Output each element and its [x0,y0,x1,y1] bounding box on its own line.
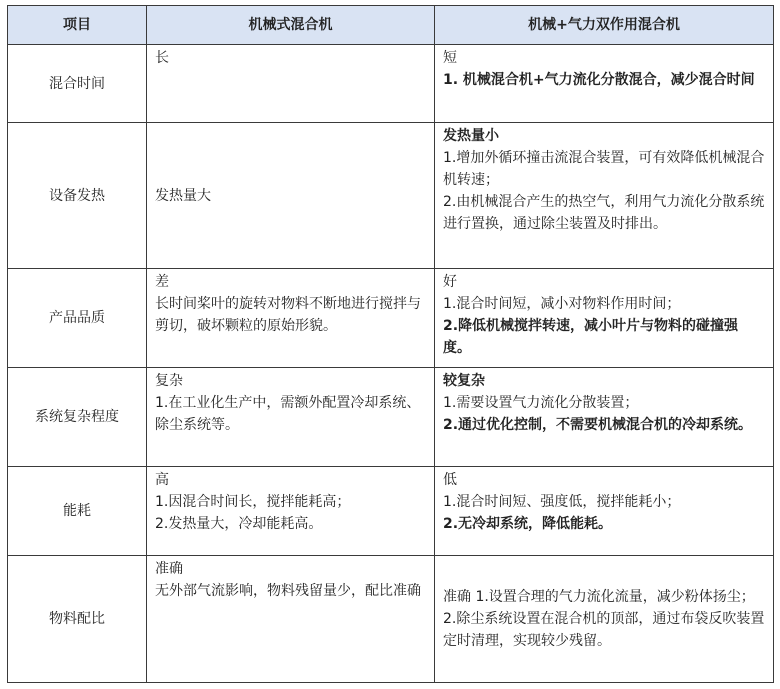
mechanical-cell [147,555,435,682]
mechanical-cell [147,269,435,368]
table-row [8,45,774,123]
dual-cell [435,123,774,269]
cell-line: 1.设置合理的气力流化流量，减少粉体扬尘； [475,588,755,605]
dual-cell [435,368,774,467]
cell-line: 2.除尘系统设置在混合机的顶部，通过布袋反吹装置定时清理，实现较少残留。 [443,610,765,649]
row-label: 设备发热 [8,123,147,269]
header-item: 项目 [8,6,147,45]
comparison-table [7,5,774,683]
mechanical-cell [147,368,435,467]
dual-cell [435,45,774,123]
cell-line: 1.增加外循环撞击流混合装置，可有效降低机械混合机转速； [443,150,765,189]
row-label: 混合时间 [8,45,147,123]
cell-line: 好 [443,274,457,291]
cell-line: 差 [155,274,169,291]
cell-line: 发热量大 [155,187,211,204]
row-label: 系统复杂程度 [8,368,147,467]
cell-line: 1.混合时间短，减小对物料作用时间； [443,296,681,313]
mechanical-cell [147,466,435,555]
cell-line: 2.发热量大，冷却能耗高。 [155,515,323,532]
row-label: 能耗 [8,466,147,555]
row-label: 物料配比 [8,555,147,682]
cell-line: 复杂 [155,373,183,390]
cell-line: 发热量小 [443,128,499,145]
mechanical-cell [147,123,435,269]
table-row [8,123,774,269]
header-mechanical-mixer: 机械式混合机 [147,6,435,45]
row-label: 产品品质 [8,269,147,368]
cell-line: 2.无冷却系统，降低能耗。 [443,515,613,532]
cell-line: 长时间桨叶的旋转对物料不断地进行搅拌与剪切，破坏颗粒的原始形貌。 [155,296,421,335]
cell-line: 1. 机械混合机+气力流化分散混合，减少混合时间 [443,72,755,88]
cell-line: 1.在工业化生产中，需额外配置冷却系统、除尘系统等。 [155,395,421,434]
dual-cell [435,269,774,368]
header-row [8,6,774,45]
cell-line: 1.混合时间短、强度低，搅拌能耗小； [443,493,681,510]
cell-line: 2.通过优化控制，不需要机械混合机的冷却系统。 [443,417,753,434]
cell-line: 较复杂 [443,373,485,390]
cell-line: 1.因混合时间长，搅拌能耗高； [155,493,351,510]
cell-line: 低 [443,471,457,488]
mechanical-cell [147,45,435,123]
table-row [8,466,774,555]
table-row [8,269,774,368]
table-row [8,368,774,467]
cell-line: 短 [443,50,457,66]
cell-line: 1.需要设置气力流化分散装置； [443,395,639,412]
cell-line: 准确 [155,560,183,577]
cell-line: 2.由机械混合产生的热空气，利用气力流化分散系统进行置换，通过除尘装置及时排出。 [443,194,765,233]
dual-cell [435,466,774,555]
table-row [8,555,774,682]
cell-line: 准确 [443,588,471,605]
cell-line: 长 [155,50,169,66]
header-dual-action-mixer: 机械+气力双作用混合机 [435,6,774,45]
cell-line: 高 [155,471,169,488]
cell-line: 无外部气流影响，物料残留量少，配比准确 [155,582,421,599]
cell-line: 2.降低机械搅拌转速，减小叶片与物料的碰撞强度。 [443,318,739,357]
dual-cell [435,555,774,682]
